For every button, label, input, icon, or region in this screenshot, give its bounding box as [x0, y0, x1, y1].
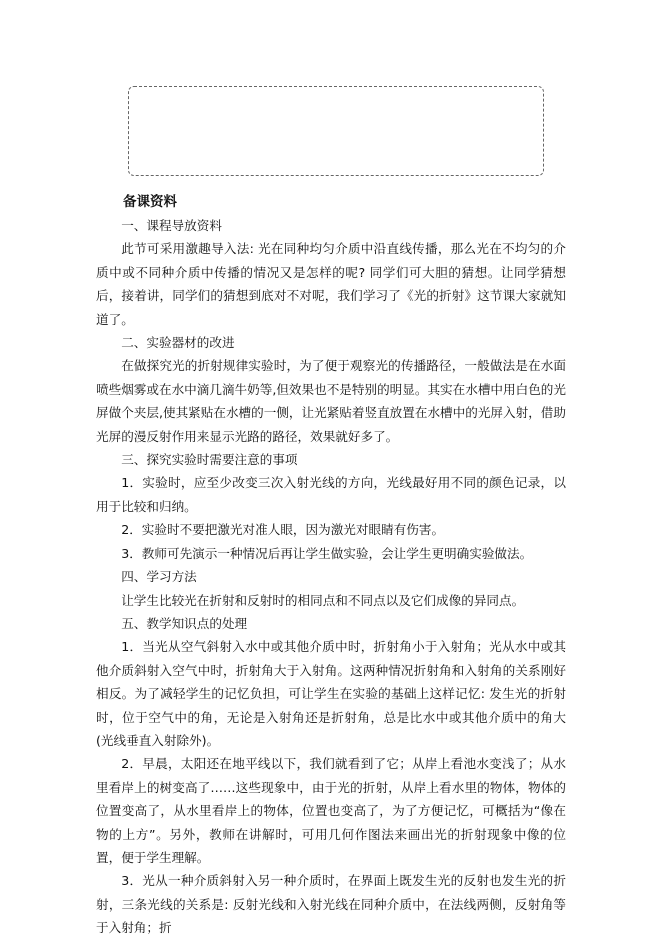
- section-title: 三、探究实验时需要注意的事项: [121, 452, 298, 468]
- document-body: [96, 190, 566, 940]
- paragraph: 1．当光从空气斜射入水中或其他介质中时，折射角小于入射角；光从水中或其他介质斜射入空气中时，折射角大于入射角。这两种情况折射角和入射角的关系刚好相反。为了减轻学生的记忆负担，可让学生在实验的基础上这样记忆: 发生光的折射时，位于空气中的角，无论是入射角还是折射角，总是比水中或其他介质中的角大(光线垂直入射除外)。: [96, 639, 566, 748]
- paragraph: 在做探究光的折射规律实验时，为了便于观察光的传播路径，一般做法是在水面喷些烟雾或在水中滴几滴牛奶等,但效果也不是特别的明显。其实在水槽中用白色的光屏做个夹层,使其紧贴在水槽的一侧，让光紧贴着竖直放置在水槽中的光屏入射，借助光屏的漫反射作用来显示光路的路径，效果就好多了。: [96, 358, 566, 444]
- paragraph: 3．教师可先演示一种情况后再让学生做实验，会让学生更明确实验做法。: [121, 545, 533, 561]
- section-title: 五、教学知识点的处理: [121, 615, 248, 631]
- paragraph: 此节可采用激趣导入法: 光在同种均匀介质中沿直线传播，那么光在不均匀的介质中或不同种介质中传播的情况又是怎样的呢? 同学们可大胆的猜想。让同学猜想后，接着讲，同学们的猜想到底对不对呢，我们学习了《光的折射》这节课大家就知道了。: [96, 241, 566, 327]
- paragraph: 让学生比较光在折射和反射时的相同点和不同点以及它们成像的异同点。: [121, 592, 525, 608]
- paragraph: 2．实验时不要把激光对准人眼，因为激光对眼睛有伤害。: [121, 522, 445, 538]
- section-title: 二、实验器材的改进: [121, 335, 235, 351]
- paragraph: 3．光从一种介质斜射入另一种介质时，在界面上既发生光的反射也发生光的折射，三条光线的关系是: 反射光线和入射光线在同种介质中，在法线两侧，反射角等于入射角；折: [96, 873, 566, 936]
- paragraph: 2．早晨，太阳还在地平线以下，我们就看到了它；从岸上看池水变浅了；从水里看岸上的树变高了……这些现象中，由于光的折射，从岸上看水里的物体，物体的位置变高了，从水里看岸上的物体，位置也变高了，为了方便记忆，可概括为“像在物的上方”。另外，教师在讲解时，可用几何作图法来画出光的折射现象中像的位置，便于学生理解。: [96, 756, 566, 865]
- paragraph: 1．实验时，应至少改变三次入射光线的方向，光线最好用不同的颜色记录，以用于比较和归纳。: [96, 475, 566, 514]
- document-heading: 备课资料: [123, 194, 177, 210]
- section-title: 一、课程导放资料: [121, 218, 222, 233]
- empty-dashed-box: [128, 86, 544, 176]
- section-title: 四、学习方法: [121, 569, 197, 585]
